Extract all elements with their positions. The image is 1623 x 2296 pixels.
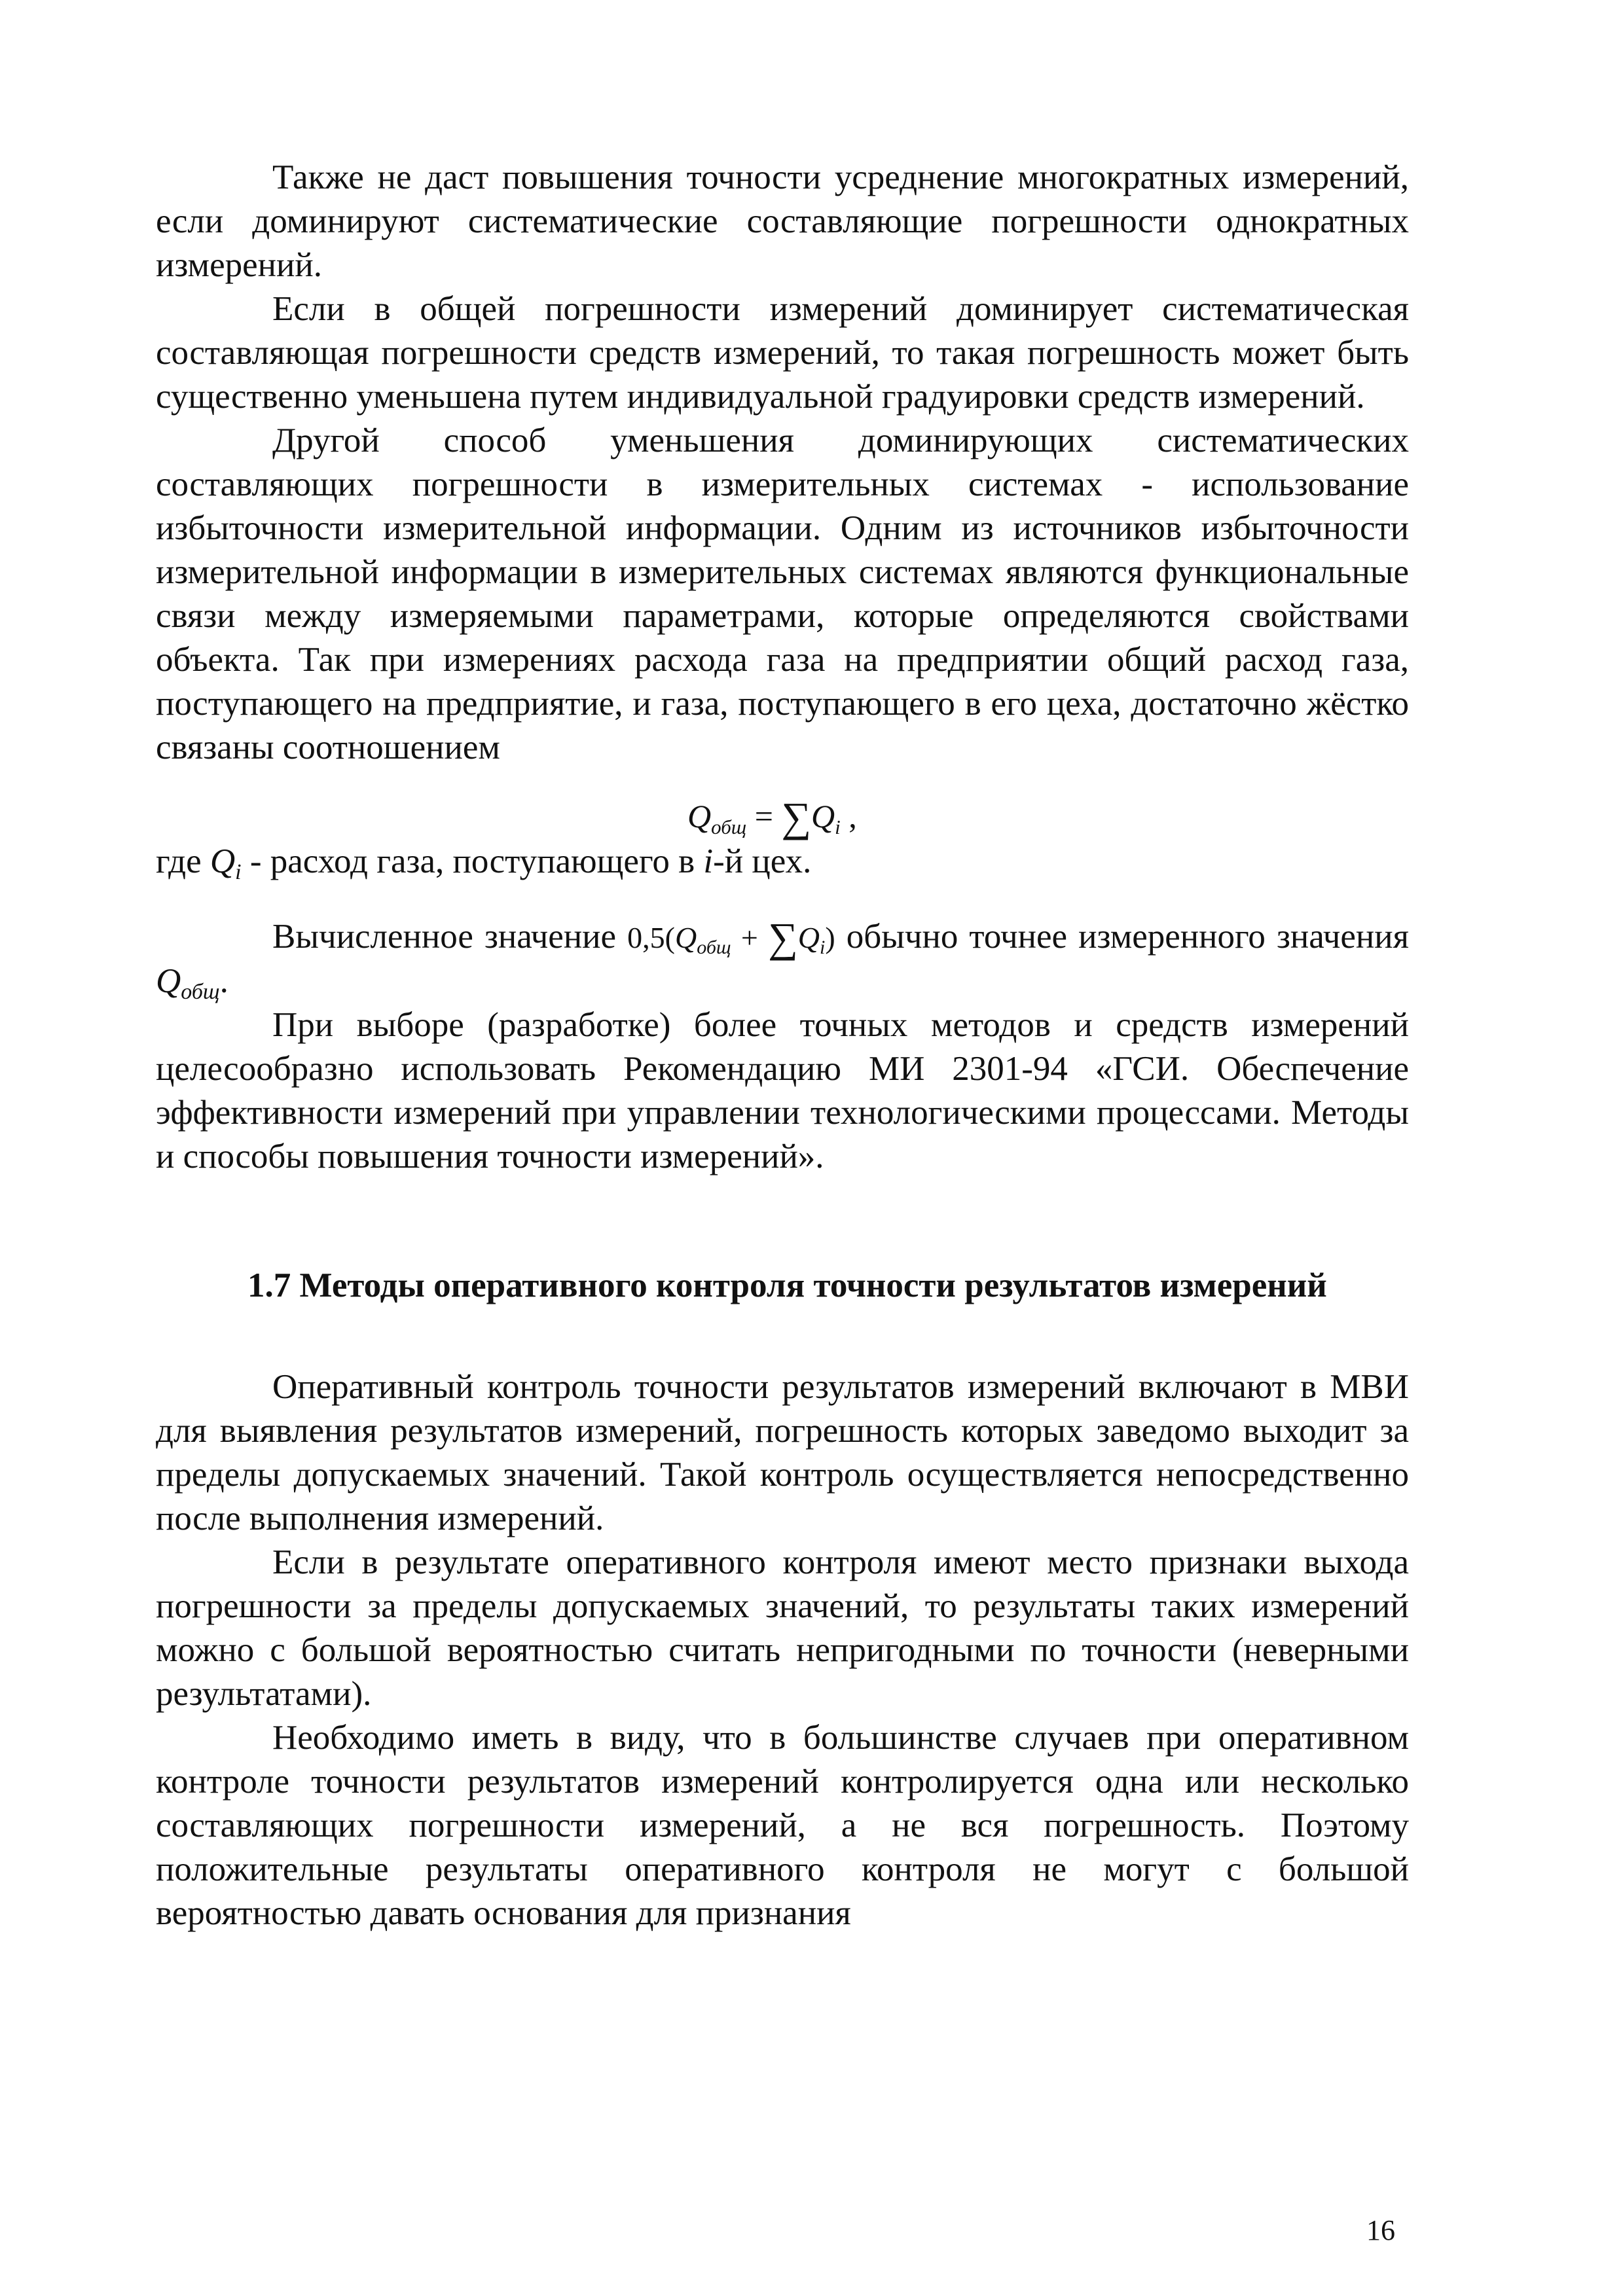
paragraph-control-result: Если в результате оперативного контроля имеют место признаки выхода погрешности за пределы допускаемых значений, то результаты таких измерений можно с большой вероятностью считать непригодными по точности (неверными результатами). <box>156 1543 1409 1713</box>
document-page <box>156 156 1409 1935</box>
sum-symbol: ∑ <box>781 794 812 840</box>
paragraph-calibration: Если в общей погрешности измерений доминирует систематическая составляющая погрешности средств измерений, то такая погрешность может быть существенно уменьшена путем индивидуальной градуировки средств измерений. <box>156 290 1409 416</box>
paragraph-calculated-value: Вычисленное значение $0,5(Q_{общ} + \sum Q_i)$ обычно точнее измеренного значения $Q_{общ}$. <box>156 914 1409 1004</box>
formula-total-flow: $Q_{общ} = \sum Q_i$ , <box>687 794 857 840</box>
paragraph-note: Необходимо иметь в виду, что в большинстве случаев при оперативном контроле точности результатов измерений контролируется одна или несколько составляющих погрешности измерений, а не вся погрешность. Поэтому положительные результаты оперативного контроля не могут с большой вероятностью давать основания для признания <box>156 1719 1409 1932</box>
paragraph-operational-control: Оперативный контроль точности результатов измерений включают в МВИ для выявления результатов измерений, погрешность которых заведомо выходит за пределы допускаемых значений. Такой контроль осуществляется непосредственно после выполнения измерений. <box>156 1368 1409 1537</box>
paragraph-redundancy: Другой способ уменьшения доминирующих систематических составляющих погрешности в измерительных системах - использование избыточности измерительной информации. Одним из источников избыточности измерительной информации в измерительных системах являются функциональные связи между измеряемыми параметрами, которые определяются свойствами объекта. Так при измерениях расхода газа на предприятии общий расход газа, поступающего на предприятие, и газа, поступающего в его цеха, достаточно жёстко связаны соотношением <box>156 422 1409 766</box>
formula-explanation: где $Q_i$ - расход газа, поступающего в i-й цех. <box>156 842 812 884</box>
section-heading: 1.7 Методы оперативного контроля точности результатов измерений <box>247 1266 1327 1304</box>
page-number: 16 <box>1366 2214 1395 2246</box>
paragraph-recommendation: При выборе (разработке) более точных методов и средств измерений целесообразно использовать Рекомендацию МИ 2301-94 «ГСИ. Обеспечение эффективности измерений при управлении технологическими процессами. Методы и способы повышения точности измерений». <box>156 1006 1409 1175</box>
inline-formula: $0,5(Q_{общ} + \sum Q_i)$ <box>627 914 835 961</box>
paragraph-averaging: Также не даст повышения точности усреднение многократных измерений, если доминируют систематические составляющие погрешности однократных измерений. <box>156 158 1409 284</box>
